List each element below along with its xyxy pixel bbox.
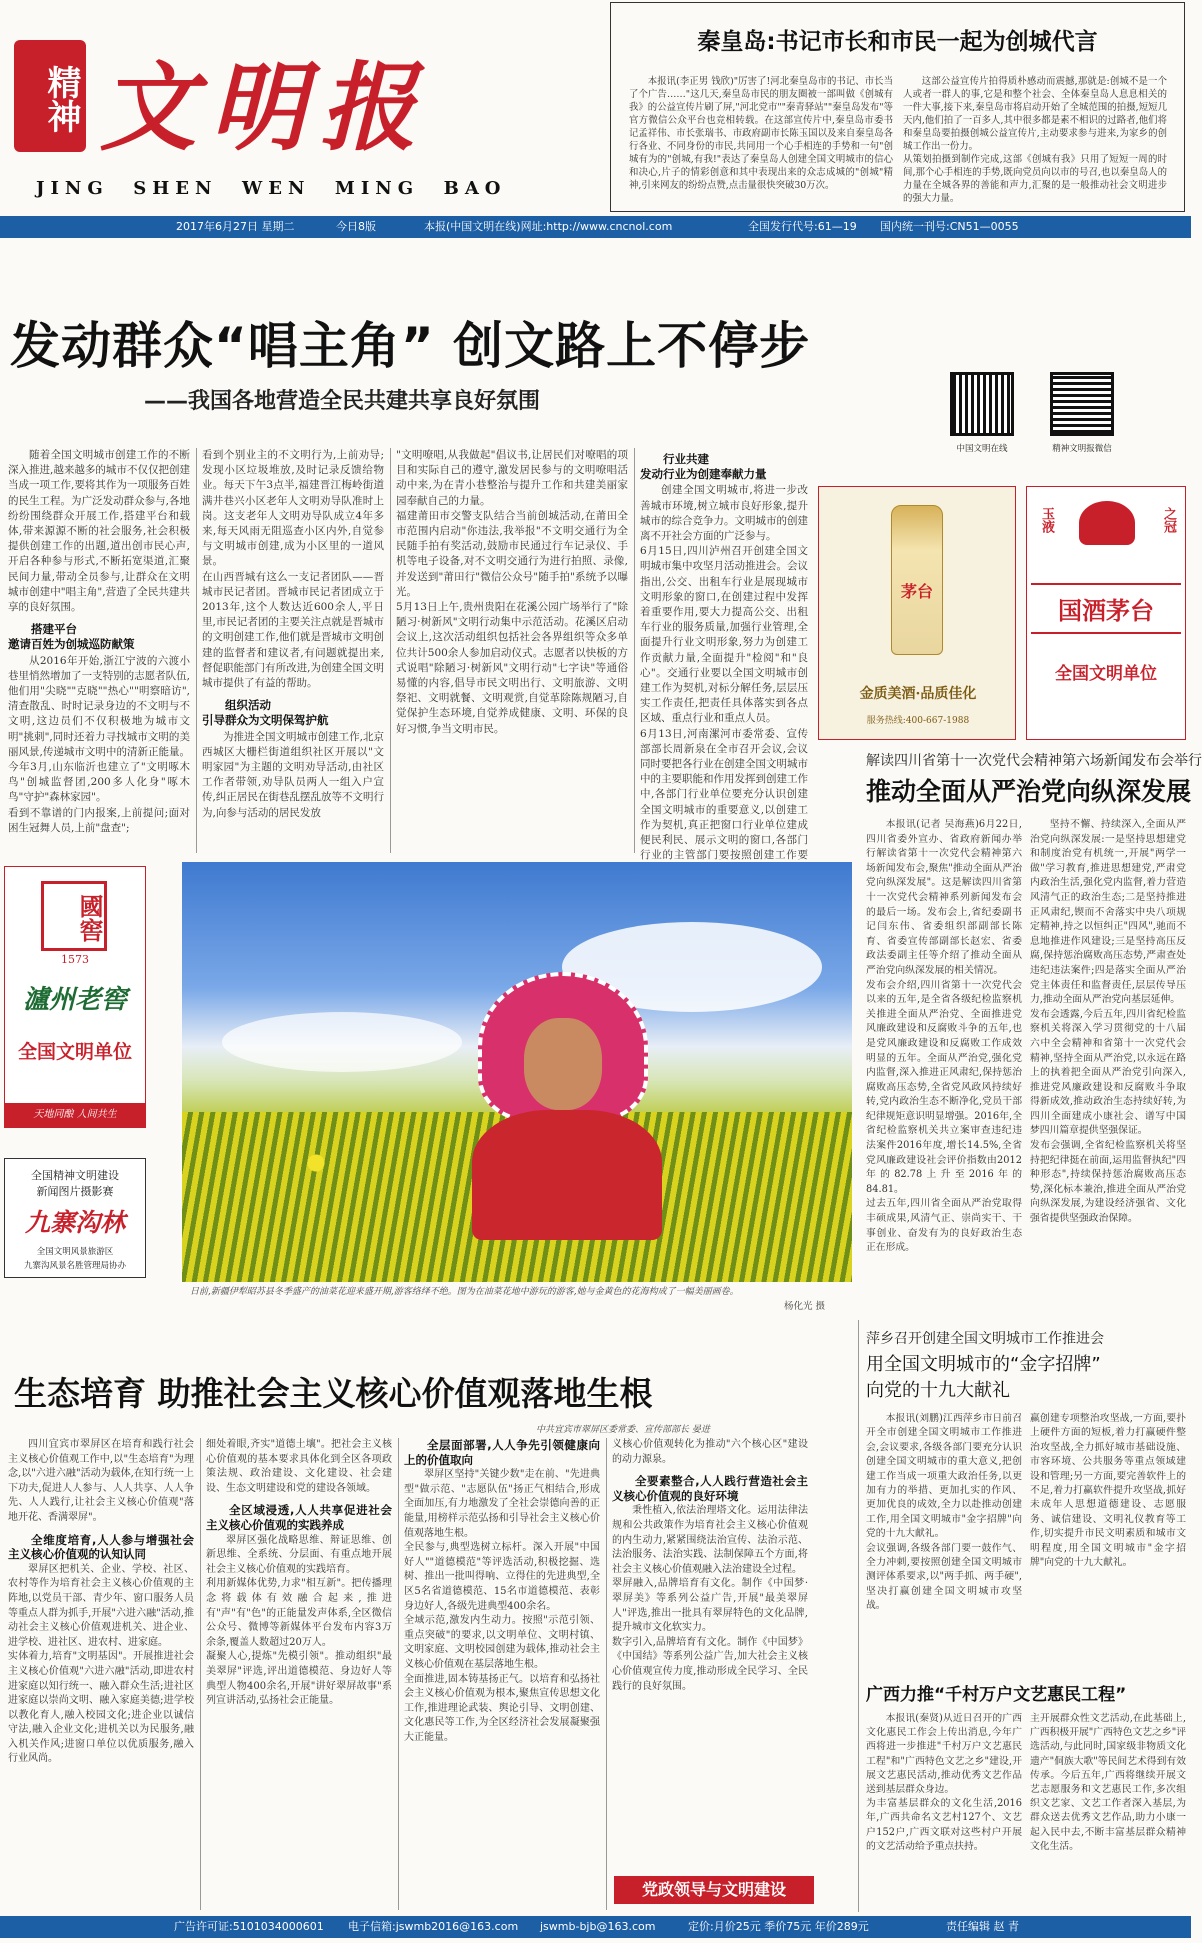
cloud-shape <box>222 1012 462 1072</box>
lead-col1-p2: 从2016年开始,浙江宁波的六渡小巷里悄然增加了一支特别的志愿者队伍,他们用"尖晓""克晓""热心""明察暗访",清查散乱、时时记录身边的不文明与不文明,这边员们不仅积极地为城市文明"挑刺",同时还着力寻找城市文明的美丽风景,传递城市文明中的清新正能量。今年3月,山东临沂也建立了"文明啄木鸟"创城监督团,200多人化身"啄木鸟"守护"森林家园"。 看到不靠谱的门内报案,上前提问;面对困生冠舞人员,上前"盘查"; <box>8 654 190 834</box>
lead-col2-sub: 组织活动 引导群众为文明保驾护航 <box>202 698 329 728</box>
rule <box>606 1438 607 1910</box>
bottle-label: 茅台 <box>900 582 933 601</box>
rule <box>858 1320 859 1912</box>
ad-maotai-left-mark: 玉液 <box>1039 507 1054 533</box>
lead-col1-p1: 随着全国文明城市创建工作的不断深入推进,越来越多的城市不仅仅把创建当成一项工作,要将其作为一项服务百姓的民生工程。为广泛发动群众参与,各地纷纷围绕群众开展工作,搭建平台和载体,带来源源不断的社会服务,社会积极提供创建工作的出题,道出创市民心声,开启各种参与形式,不断拓宽渠道,汇聚民间力量,带动全员参与,让群众在文明城市创建中"唱主角",营造了全民共建共享的良好氛围。 <box>8 449 190 614</box>
masthead <box>0 0 507 220</box>
topstory-col2: 这部公益宣传片拍得质朴感动而震撼,那就是:创城不是一个人或者一群人的事,它是和整个社会、全体秦皇岛人息息相关的一件大事,接下来,秦皇岛市将启动开始了全城范围的拍摄,短短几天内,他们拍了一百多人,其中很多都是素不相识的过路者,他们将和秦皇岛要拍摄创城公益宣传片,主动要求参与进来,为家乡的创城工作出一份力。 从策划拍摄到制作完成,这部《创城有我》只用了短短一周的时间,那个心手相连的手势,既向党员向以市的号召,也以秦皇岛人的力量在全城各界的善能和声力,汇聚的是一般推动社会文明进步的强大力量。 <box>903 76 1167 204</box>
lead-col4-sub: 行业共建 发动行业为创建奉献力量 <box>640 452 767 482</box>
bottom-col4-sub: 全要素整合,人人践行营造社会主义核心价值观的良好环境 <box>612 1474 808 1503</box>
woman-body <box>472 1110 662 1240</box>
ad-luzhou-slogan: 天地同酿 人间共生 <box>5 1103 145 1127</box>
lead-col3 <box>396 448 628 853</box>
feature-photo <box>182 862 852 1282</box>
lead-col1-sub: 搭建平台 邀请百姓为创城巡防献策 <box>8 622 135 652</box>
masthead-pinyin: JING SHEN WEN MING BAO <box>36 178 507 199</box>
bottom-col1-sub: 全维度培育,人人参与增强社会主义核心价值观的认知认同 <box>8 1532 194 1562</box>
lead-subhead: ——我国各地营造全民共建共享良好氛围 <box>144 389 541 414</box>
sichuan-col1: 本报讯(记者 吴海燕)6月22日,四川省委外宣办、省政府新闻办举行解读省第十一次党代会精神第六场新闻发布会,聚焦"推动全面从严治党向纵深发展"。这是解读四川省第十一次党代会精神系列新闻发布会的最后一场。发布会上,省纪委副书记闫东伟、省委组织部副部长陈育、省委宣传部副部长赵宏、省委政法委副主任等介绍了推动全面从严治党向纵深发展的相关情况。 发布会介绍,四川省第十一次党代会以来的五年,是全省各级纪检监察机关推进全面从严治党、全面推进党风廉政建设和反腐败斗争的五年,也是党风廉政建设和反腐败工作成效明显的五年。全面从严治党,强化党内监督,深入推进正风肃纪,保持惩治腐败高压态势,全省党风政风持续好转,党内政治生态不断净化,党员干部纪律规矩意识明显增强。2016年,全省纪检监察机关共立案审查违纪违法案件2016年度,增长14.5%,全省党风廉政建设社会评价指数由2012年的82.78上升至2016年的84.81。 过去五年,四川省全面从严治党取得丰硕成果,风清气正、崇尚实干、干事创业、奋发有为的良好政治生态正在形成。 <box>866 819 1022 1254</box>
bottom-col4-p1: 义核心价值观转化为推动"六个核心区"建设的动力源泉。 <box>612 1439 808 1465</box>
bottom-col2-p1: 细处着眼,齐实"道德土壤"。把社会主义核心价值观的基本要求具体化到全区各项政策法规、政治建设、文化建设、社会建设、生态文明建设和党的建设各领域。 <box>206 1439 392 1494</box>
footer-bar <box>0 1916 1191 1938</box>
footer-price: 定价:月价25元 季价75元 年价289元 <box>688 1920 869 1933</box>
ad-maotai-bottle[interactable] <box>818 486 1016 740</box>
lead-headline: 发动群众“唱主角” 创文路上不停步 <box>10 317 811 375</box>
issue-date: 2017年6月27日 星期二 <box>176 220 295 233</box>
bottom-col3-sub: 全层面部署,人人争先引领健康向上的价值取向 <box>404 1438 600 1467</box>
qr-left-caption: 中国文明在线 <box>956 444 1008 454</box>
bottom-col2 <box>206 1438 392 1910</box>
rule <box>398 1438 399 1910</box>
date-bar <box>0 216 1191 238</box>
ad-jiuzhai-brand: 九寨沟林 <box>24 1208 125 1237</box>
ad-jiuzhai[interactable] <box>4 1158 146 1278</box>
lead-col1 <box>8 448 190 853</box>
bottom-col4-p2: 秉性植入,依法治理塔文化。运用法律法规和公共政策作为培育社会主义核心价值观的内生动力,紧紧围绕法治宣传、法治示范、法治服务、法治实践、法制保障五个方面,将社会主义核心价值观融入法治建设全过程。 翠屏融入,品牌培育有文化。制作《中国梦·翠屏美》等系列公益广告,开展"最美翠屏人"评选,推出一批具有翠屏特色的文化品牌,提升城市文化软实力。 数字引入,品牌培育有文化。制作《中国梦》《中国结》等系列公益广告,加大社会主义核心价值观宣传力度,推动形成全民学习、全民践行的良好氛围。 <box>612 1505 808 1692</box>
ad-luzhou-seal: 國窖 <box>41 881 107 951</box>
footer-email2: jswmb-bjb@163.com <box>540 1920 656 1933</box>
footer-email1: 电子信箱:jswmb2016@163.com <box>348 1920 519 1933</box>
ad-jiuzhai-top1: 全国精神文明建设 <box>31 1169 119 1182</box>
ad-jiuzhai-foot1: 全国文明风景旅游区 <box>36 1247 114 1257</box>
ad-luzhou[interactable] <box>4 866 146 1128</box>
woman-face <box>524 1018 602 1110</box>
bottom-col1-p1: 四川宜宾市翠屏区在培育和践行社会主义核心价值观工作中,以"生态培育"为理念,以"六进六融"活动为载体,在知行统一上下功夫,促进人人参与、人人共享、人人争先、人人践行,让社会主义核心价值观"落地开花、香满翠屏"。 <box>8 1439 194 1523</box>
page-count: 今日8版 <box>336 220 376 233</box>
ad-jiuzhai-foot2: 九寨沟风景名胜管理局协办 <box>23 1261 126 1271</box>
qr-left <box>950 372 1014 436</box>
footer-editor: 责任编辑 赵 青 <box>946 1920 1019 1933</box>
bottom-col3-p1: 翠屏区坚持"关键少数"走在前、"先进典型"做示范、"志愿队伍"扬正气相结合,形成全面加压,有力地激发了全社会崇德向善的正能量,用榜样示范弘扬和引导社会主义核心价值观落地生根。 全民参与,典型选树立标杆。深入开展"中国好人""道德模范"等评选活动,积极挖掘、选树、推出一批叫得响、立得住的先进典型,全区5名省道德模范、15名市道德模范、表彰身边好人,各级先进典型400余名。 全域示范,激发内生动力。按照"示范引领、重点突破"的要求,以文明单位、文明村镇、文明家庭、文明校园创建为载体,推动社会主义核心价值观在基层落地生根。 全面推进,固本铸基扬正气。以培育和弘扬社会主义核心价值观为根本,聚焦宣传思想文化工作,推进理论武装、舆论引导、文明创建、文化惠民等工作,为全区经济社会发展凝聚强大正能量。 <box>404 1469 600 1743</box>
bottom-col4 <box>612 1438 808 1858</box>
rule <box>634 448 635 853</box>
ad-maotai-honor: 全国文明单位 <box>1055 664 1157 684</box>
rule <box>390 448 391 853</box>
masthead-seal: 精神 <box>14 40 86 152</box>
pingxiang-headline2: 向党的十九大献礼 <box>866 1380 1010 1401</box>
lead-col2-p1: 看到个别业主的不文明行为,上前劝导;发现小区垃圾堆放,及时记录反馈给物业。每天下午3点半,福建晋江梅岭街道满井巷兴小区老年人文明劝导队准时上岗。这支老年人文明劝导队成立4年多来,每天风雨无阻巡查小区内外,自觉参与文明城市创建,成为小区里的一道风景。 在山西晋城有这么一支记者团队——晋城市民记者团。晋城市民记者团成立于2013年,这个人数达近600余人,平日里,市民记者团的主要关注点就是晋城市的文明创建工作,他们就是晋城市文明创建的监督者和建议者,有问题就提出来,督促职能部门有所改进,为创建全国文明城市提供了有益的帮助。 <box>202 449 384 690</box>
lead-col4 <box>640 452 808 862</box>
photo-caption: 日前,新疆伊犁昭苏县冬季盛产的油菜花迎来盛开期,游客络绎不绝。图为在油菜花地中游玩的游客,她与金黄色的花海构成了一幅美丽画卷。 <box>190 1287 739 1297</box>
bottom-col2-p2: 翠屏区强化战略思维、辩证思维、创新思维、全系统、分层面、有重点地开展社会主义核心价值观的实践培育。 利用新媒体优势,力求"相互新"。把传播理念将载体有效融合起来,推进有"声"有"色"的正能量发声体系,全区微信公众号、微博等新媒体平台发布内容3万余条,覆盖人数超过20万人。 凝聚人心,提炼"先模引领"。推动组织"最美翠屏"评选,评出道德模范、身边好人等典型人物400余名,开展"讲好翠屏故事"系列宣讲活动,弘扬社会正能量。 <box>206 1534 392 1707</box>
sichuan-col2: 坚持不懈、持续深入,全面从严治党向纵深发展:一是坚持思想建党和制度治党有机统一,开展"两学一做"学习教育,推进思想建党,严肃党内政治生活,强化党内监督,着力营造风清气正的政治生态;二是坚持推进正风肃纪,锲而不舍落实中央八项规定精神,持之以恒纠正"四风",驰而不息地推进作风建设;三是坚持高压反腐,保持惩治腐败高压态势,严肃查处违纪违法案件;四是落实全面从严治党主体责任和监督责任,层层传导压力,推动全面从严治党向基层延伸。 发布会透露,今后五年,四川省纪检监察机关将深入学习贯彻党的十八届六中全会精神和省第十一次党代会精神,坚持全面从严治党,以永远在路上的执着把全面从严治党引向深入,推进党风廉政建设和反腐败斗争取得新成效,推动政治生态持续好转,为四川全面建成小康社会、谱写中国梦四川篇章提供坚强保证。 发布会强调,全省纪检监察机关将坚持把纪律挺在前面,运用监督执纪"四种形态",持续保持惩治腐败高压态势,深化标本兼治,推进全面从严治党向纵深发展,为建设经济强省、文化强省提供坚强政治保障。 <box>1030 819 1186 1225</box>
sichuan-headline: 推动全面从严治党向纵深发展 <box>866 777 1192 806</box>
ad-maotai-brand-name: 国酒茅台 <box>1031 583 1181 634</box>
pingxiang-col2: 赢创建专项整治攻坚战,一方面,要扑上硬件方面的短板,着力打赢硬件整治攻坚战,全力抓好城市基础设施、市容环境、公共服务等重点领域建设和管理;另一方面,要完善软件上的不足,着力打赢软件提升攻坚战,抓好未成年人思想道德建设、志愿服务、诚信建设、文明礼仪教育等工作,切实提升市民文明素质和城市文明程度,用全国文明城市"金字招牌"向党的十九大献礼。 <box>1030 1413 1186 1569</box>
lead-col2-p2: 为推进全国文明城市创建工作,北京西城区大栅栏街道组织社区开展以"文明家园"为主题的文明劝导活动,由社区工作者带领,劝导队员两人一组入户宣传,纠正居民在街巷乱摆乱放等不文明行为,向参与活动的居民发放 <box>202 730 384 819</box>
ad-maotai-brand[interactable] <box>1026 486 1186 740</box>
bottom-headline: 生态培育 助推社会主义核心价值观落地生根 <box>14 1374 653 1413</box>
ad-jiuzhai-top2: 新闻图片摄影赛 <box>36 1185 114 1198</box>
cn-code: 国内统一刊号:CN51—0055 <box>880 220 1019 233</box>
rule <box>196 448 197 853</box>
maotai-logo-icon <box>1079 501 1135 545</box>
party-banner: 党政领导与文明建设 <box>614 1876 814 1904</box>
guangxi-col1: 本报讯(秦贤)从近日召开的广西文化惠民工作会上传出消息,今年广西将进一步推进"千村万户文艺惠民工程"和"广西特色文艺之乡"建设,开展文艺惠民活动,推动优秀文艺作品送到基层群众身边。 为丰富基层群众的文化生活,2016年,广西共命名文艺村127个、文艺户152户,广西文联对这些村户开展的文艺活动给予重点扶持。 <box>866 1713 1022 1852</box>
website: 本报(中国文明在线)网址:http://www.cncnol.com <box>424 220 673 233</box>
ad-luzhou-honor: 全国文明单位 <box>17 1041 132 1063</box>
qr-right-caption: 精神文明报微信 <box>1052 444 1112 454</box>
lead-col3-p1: "文明嘹唱,从我做起"倡议书,让居民们对嘹唱的项目和实际自己的遵守,激发居民参与的文明嘹唱活动中来,为在青小巷整治与提升工作和共建美丽家园奉献自己的力量。 福建莆田市交警支队结合当前创城活动,在莆田全市范围内启动"你违法,我举报"不文明交通行为全民随手拍有奖活动,鼓励市民通过行车记录仪、手机等电子设备,对不文明交通行为进行拍照、录像,并发送到"莆田行"微信公众号"随手拍"系统予以曝光。 5月13日上午,贵州贵阳在花溪公园广场举行了"除陋习·树新风"文明行动集中示范活动。花溪区启动会议上,这次活动组织包括社会各界组织等众多单位共计500余人参加启动仪式。志愿者以快板的方式说唱"除陋习·树新风"文明行动"七字诀"等通俗易懂的内容,倡导市民文明出行、文明旅游、文明祭祀、文明就餐、文明观赏,自觉革除陈规陋习,自觉保护生态环境,自觉养成健康、文明、环保的良好习惯,争当文明市民。 <box>396 449 628 735</box>
qr-right <box>1050 372 1114 436</box>
sichuan-kicker: 解读四川省第十一次党代会精神第六场新闻发布会举行 <box>866 753 1202 769</box>
bottom-col2-sub: 全区域浸透,人人共享促进社会主义核心价值观的实践养成 <box>206 1503 392 1532</box>
topstory-box <box>610 2 1185 212</box>
pingxiang-col1: 本报讯(刘鹏)江西萍乡市日前召开全市创建全国文明城市工作推进会,会议要求,各级各部门要充分认识创建全国文明城市的重大意义,把创建工作当成一项重大政治任务,以更加有力的举措、更加扎实的作风、更加优良的成效,全力以赴推动创建工作,用全国文明城市"金字招牌"向党的十九大献礼。 会议强调,各级各部门要一鼓作气、全力冲刺,要按照创建全国文明城市测评体系要求,以"两手抓、两手硬",坚决打赢创建全国文明城市攻坚战。 <box>866 1413 1022 1612</box>
masthead-title: 文明报 <box>100 51 430 164</box>
lead-col4-p1: 创建全国文明城市,将进一步改善城市环境,树立城市良好形象,提升城市的综合竞争力。文明城市的创建离不开社会方面的广泛参与。 6月15日,四川泸州召开创建全国文明城市集中攻坚月活动推进会。会议指出,公交、出租车行业是展现城市文明形象的窗口,在创建过程中发挥着重要作用,要大力提高公交、出租车行业的服务质量,加强行业管理,全面提升行业文明形象,努力为创建工作贡献力量,全面提升"检阅"和"良心"。交通行业要以全国文明城市创建工作为契机,对标分解任务,层层压实工作责任,把责任具体落实到各点区域、重点行业和重点人员。 6月13日,河南漯河市委常委、宣传部部长周新泉在全市召开会议,会议同时要把各行业在创建全国文明城市中的主要职能和作用发挥到创建工作中,各部门行业单位要充分认识创建全国文明城市的重要意义,以创建工作为契机,真正把窗口行业单位建成便民利民、展示文明的窗口,各部门行业的主管部门要按照创建工作要 <box>640 484 808 862</box>
footer-license: 广告许可证:5101034000601 <box>174 1920 324 1933</box>
pingxiang-headline1: 用全国文明城市的“金字招牌” <box>866 1354 1101 1375</box>
pingxiang-kicker: 萍乡召开创建全国文明城市工作推进会 <box>866 1331 1104 1347</box>
ad-maotai-right-mark: 之冠 <box>1161 507 1176 533</box>
ad-luzhou-brand: 瀘州老窖 <box>22 985 127 1015</box>
ad-maotai-slogan: 金质美酒·品质佳化 <box>859 686 977 702</box>
bottom-col1 <box>8 1438 194 1910</box>
topstory-col1: 本报讯(李正男 钱欣)"厉害了!河北秦皇岛市的书记、市长当了个广告……"这几天,秦皇岛市民的朋友圈被一部叫做《创城有我》的公益宣传片刷了屏,"河北党市""秦青驿站""秦皇岛发布"等官方微信公众平台也竞相转载。在这部宣传片中,秦皇岛市委书记孟祥伟、市长张瑞书、市政府副市长陈玉国以及来自秦皇岛各行各业、不同身份的市民,共同用一个心手相连的手势和一句"创城有为的"创城,有我!"表达了秦皇岛人创建全国文明城市的信心和决心,片子的情彩创意和其中表现出来的众志成城的"创城"精神,引来网友的纷纷点赞,点击量很快突破30万次。 <box>629 76 893 191</box>
ad-luzhou-year: 1573 <box>61 953 89 966</box>
photo-credit: 杨化光 摄 <box>784 1301 826 1312</box>
lead-col2 <box>202 448 384 853</box>
bottom-byline: 中共宜宾市翠屏区委常委、宣传部部长 晏进 <box>536 1425 710 1435</box>
topstory-title: 秦皇岛:书记市长和市民一起为创城代言 <box>697 29 1098 55</box>
bottom-col1-p2: 翠屏区把机关、企业、学校、社区、农村等作为培育社会主义核心价值观的主阵地,以党员干部、青少年、窗口服务人员等重点人群为抓手,开展"六进六融"活动,推动社会主义核心价值观进机关、进企业、进学校、进社区、进农村、进家庭。 实体着力,培育"文明基因"。开展推进社会主义核心价值观"六进六融"活动,即进农村进家庭以知行统一、融入群众生活;进社区进家庭以崇尚文明、融入家庭美德;进学校以教化育人,融入校园文化;进企业以诚信守法,融入企业文化;进机关以为民服务,融入机关作风;进窗口单位以优质服务,融入行业风尚。 <box>8 1563 194 1765</box>
guangxi-col2: 主开展群众性文艺活动,在此基础上,广西积极开展"广西特色文艺之乡"评选活动,与此同时,国家级非物质文化遗产"侗族大歌"等民间艺术得到有效传承。今后五年,广西将继续开展文艺志愿服务和文艺惠民工作,多次组织文艺家、文艺工作者深入基层,为群众送去优秀文艺作品,助力小康一起入民中去,不断丰富基层群众精神文化生活。 <box>1030 1713 1186 1852</box>
guangxi-headline: 广西力推“千村万户文艺惠民工程” <box>866 1685 1127 1705</box>
ad-maotai-tel: 服务热线:400-667-1988 <box>866 716 970 726</box>
bottom-col3 <box>404 1438 600 1910</box>
rule <box>200 1438 201 1910</box>
issue-code: 全国发行代号:61—19 <box>748 220 857 233</box>
